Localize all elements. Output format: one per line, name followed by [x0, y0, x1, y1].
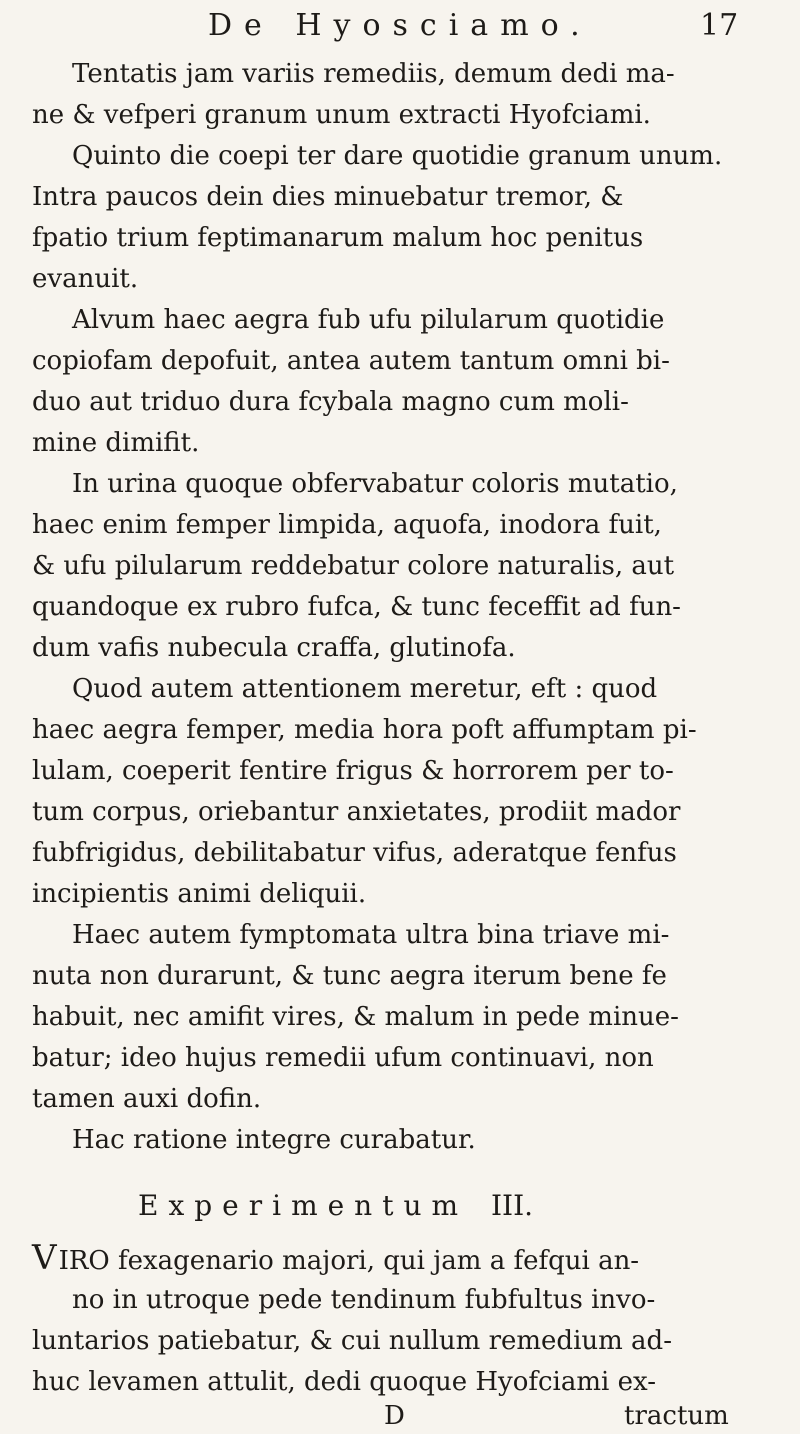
text-line: duo aut triduo dura fcybala magno cum moli-: [32, 387, 629, 417]
text-line: Haec autem fymptomata ultra bina triave mi-: [72, 920, 670, 950]
section-heading-word: Experimentum: [138, 1189, 469, 1222]
page-header: [0, 6, 800, 52]
text-line: dum vafis nubecula craffa, glutinofa.: [32, 633, 516, 663]
text-line: incipientis animi deliquii.: [32, 879, 367, 909]
section-heading-numeral: III.: [490, 1189, 534, 1222]
section-heading: [138, 1188, 533, 1224]
text-line: Quod autem attentionem meretur, eft : quod: [72, 674, 658, 704]
drop-initial: V: [32, 1238, 57, 1278]
text-line: lulam, coeperit fentire frigus & horrorem per to-: [32, 756, 674, 786]
text-line: quandoque ex rubro fufca, & tunc feceffit ad fun-: [32, 592, 681, 622]
text-line: & ufu pilularum reddebatur colore naturalis, aut: [32, 551, 675, 581]
text-line: In urina quoque obfervabatur coloris mutatio,: [72, 469, 678, 499]
running-title: De Hyosciamo.: [208, 8, 592, 43]
text-line-rest: IRO fexagenario majori, qui jam a fefqui an-: [58, 1246, 640, 1276]
page-number: 17: [700, 8, 739, 43]
text-line: no in utroque pede tendinum fubfultus invo-: [72, 1285, 656, 1315]
text-line: Tentatis jam variis remediis, demum dedi ma-: [72, 59, 675, 89]
text-line: haec aegra femper, media hora poft affumptam pi-: [32, 715, 697, 745]
text-line: haec enim femper limpida, aquofa, inodora fuit,: [32, 510, 662, 540]
text-line: Intra paucos dein dies minuebatur tremor, &: [32, 182, 624, 212]
text-line: [32, 1240, 639, 1279]
text-line: batur; ideo hujus remedii ufum continuavi, non: [32, 1043, 654, 1073]
text-line: Hac ratione integre curabatur.: [72, 1125, 476, 1155]
text-line: ne & vefperi granum unum extracti Hyofciami.: [32, 100, 651, 130]
text-line: luntarios patiebatur, & cui nullum remedium ad-: [32, 1326, 672, 1356]
catchword: tractum: [624, 1401, 729, 1431]
text-line: Quinto die coepi ter dare quotidie granum unum.: [72, 141, 723, 171]
text-line: mine dimifit.: [32, 428, 200, 458]
text-line: huc levamen attulit, dedi quoque Hyofciami ex-: [32, 1367, 656, 1397]
text-line: habuit, nec amifit vires, & malum in pede minue-: [32, 1002, 679, 1032]
text-line: evanuit.: [32, 264, 139, 294]
text-line: copiofam depofuit, antea autem tantum omni bi-: [32, 346, 670, 376]
text-line: tum corpus, oriebantur anxietates, prodiit mador: [32, 797, 681, 827]
signature-mark: D: [384, 1401, 405, 1431]
text-line: tamen auxi dofin.: [32, 1084, 262, 1114]
text-line: nuta non durarunt, & tunc aegra iterum bene fe: [32, 961, 667, 991]
text-line: Alvum haec aegra fub ufu pilularum quotidie: [72, 305, 665, 335]
text-line: fpatio trium feptimanarum malum hoc penitus: [32, 223, 644, 253]
text-line: fubfrigidus, debilitabatur vifus, aderatque fenfus: [32, 838, 677, 868]
